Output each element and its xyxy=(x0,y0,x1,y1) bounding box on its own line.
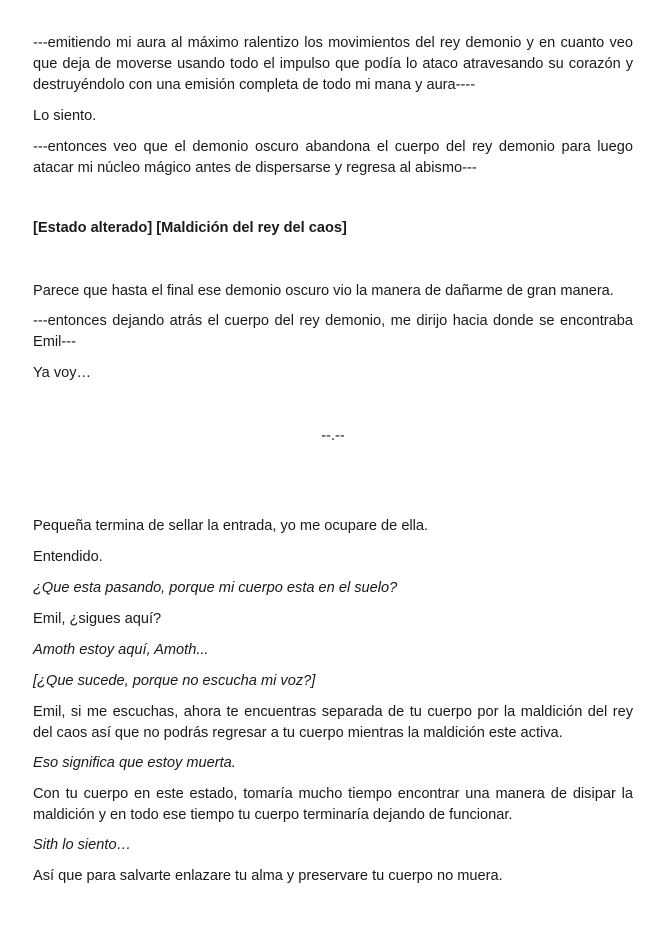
paragraph-dialogue: Así que para salvarte enlazare tu alma y preservare tu cuerpo no muera. xyxy=(33,868,503,884)
paragraph-dialogue: Emil, si me escuchas, ahora te encuentras separada de tu cuerpo por la maldición del rey del caos así que no podrás regresar a tu cuerpo mientras la maldición este activa. xyxy=(33,704,633,741)
paragraph-dialogue: Lo siento. xyxy=(33,108,97,124)
paragraph-dialogue: Pequeña termina de sellar la entrada, yo me ocupare de ella. xyxy=(33,518,429,534)
scene-break: --.-- xyxy=(321,428,345,444)
status-heading: [Estado alterado] [Maldición del rey del caos] xyxy=(33,220,347,236)
paragraph-thought: Sith lo siento… xyxy=(33,837,132,853)
paragraph-dialogue: Entendido. xyxy=(33,549,103,565)
paragraph-thought: ¿Que esta pasando, porque mi cuerpo esta en el suelo? xyxy=(33,580,398,596)
paragraph-dialogue: Parece que hasta el final ese demonio oscuro vio la manera de dañarme de gran manera. xyxy=(33,283,614,299)
paragraph-narration: ---emitiendo mi aura al máximo ralentizo los movimientos del rey demonio y en cuanto veo que deja de moverse usando todo el impulso que podía lo ataco atravesando su corazón y destruyéndolo con una emisión completa de todo mi mana y aura---- xyxy=(33,35,633,93)
paragraph-dialogue: Emil, ¿sigues aquí? xyxy=(33,611,162,627)
paragraph-narration: ---entonces dejando atrás el cuerpo del rey demonio, me dirijo hacia donde se encontraba Emil--- xyxy=(33,313,633,350)
paragraph-thought: Eso significa que estoy muerta. xyxy=(33,755,236,771)
paragraph-dialogue: Con tu cuerpo en este estado, tomaría mucho tiempo encontrar una manera de disipar la maldición y en todo ese tiempo tu cuerpo terminaría dejando de funcionar. xyxy=(33,786,633,823)
paragraph-thought: Amoth estoy aquí, Amoth... xyxy=(33,642,209,658)
paragraph-thought: [¿Que sucede, porque no escucha mi voz?] xyxy=(33,673,316,689)
paragraph-narration: ---entonces veo que el demonio oscuro abandona el cuerpo del rey demonio para luego atacar mi núcleo mágico antes de dispersarse y regresa al abismo--- xyxy=(33,139,633,176)
paragraph-dialogue: Ya voy… xyxy=(33,365,92,381)
